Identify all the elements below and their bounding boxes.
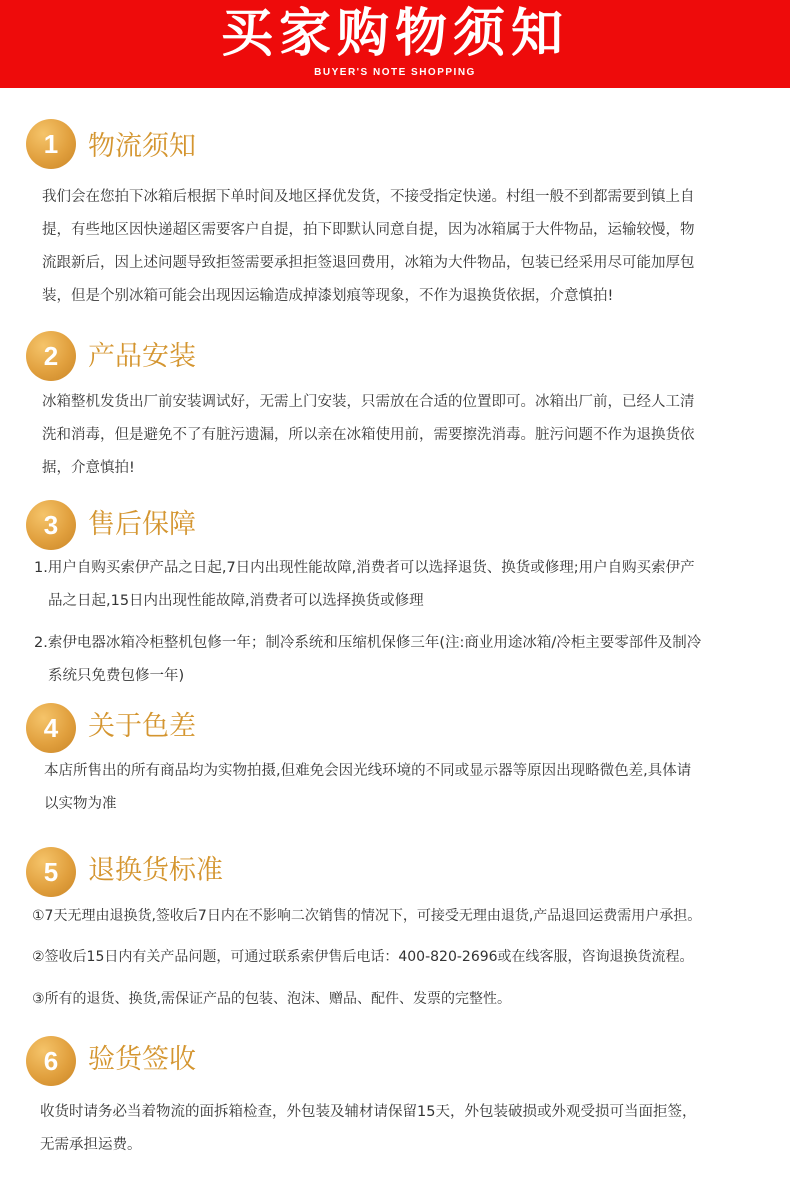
section-number-badge: 5: [26, 847, 76, 897]
section-number-badge: 3: [26, 500, 76, 550]
section-number-badge: 2: [26, 331, 76, 381]
paragraph-line: 本店所售出的所有商品均为实物拍摄,但难免会因光线环境的不同或显示器等原因出现略微色差,具体请: [44, 763, 692, 779]
section-title-color-difference: 关于色差: [88, 711, 196, 742]
paragraph-line: 冰箱整机发货出厂前安装调试好，无需上门安装，只需放在合适的位置即可。冰箱出厂前，已经人工清: [42, 394, 695, 410]
list-item-line: 品之日起,15日内出现性能故障,消费者可以选择换货或修理: [48, 593, 424, 609]
list-item-line: 系统只免费包修一年): [48, 668, 185, 684]
paragraph-line: 提，有些地区因快递超区需要客户自提，拍下即默认同意自提，因为冰箱属于大件物品，运输较慢，物: [42, 222, 695, 238]
paragraph-line: 洗和消毒，但是避免不了有脏污遗漏，所以亲在冰箱使用前，需要擦洗消毒。脏污问题不作为退换货依: [42, 427, 695, 443]
section-title-return-policy: 退换货标准: [88, 855, 223, 886]
paragraph-line: 装，但是个别冰箱可能会出现因运输造成掉漆划痕等现象，不作为退换货依据，介意慎拍!: [42, 288, 614, 304]
section-number-badge: 6: [26, 1036, 76, 1086]
list-item-line: 2.索伊电器冰箱冷柜整机包修一年；制冷系统和压缩机保修三年(注:商业用途冰箱/冷柜主要零部件及制冷: [34, 635, 702, 651]
list-item: ①7天无理由退换货,签收后7日内在不影响二次销售的情况下，可接受无理由退货,产品退回运费需用户承担。: [32, 908, 702, 924]
paragraph-line: 我们会在您拍下冰箱后根据下单时间及地区择优发货，不接受指定快递。村组一般不到都需要到镇上自: [42, 189, 695, 205]
paragraph-line: 以实物为准: [44, 796, 117, 812]
list-item: ③所有的退货、换货,需保证产品的包装、泡沫、赠品、配件、发票的完整性。: [32, 991, 511, 1007]
page-header: [0, 0, 790, 88]
section-number-badge: 4: [26, 703, 76, 753]
list-item: ②签收后15日内有关产品问题，可通过联系索伊售后电话：400-820-2696或在线客服，咨询退换货流程。: [32, 949, 694, 965]
page-title: 买家购物须知: [220, 4, 569, 64]
list-item-line: 1.用户自购买索伊产品之日起,7日内出现性能故障,消费者可以选择退货、换货或修理;用户自购买索伊产: [34, 560, 695, 576]
paragraph-line: 无需承担运费。: [40, 1137, 142, 1153]
paragraph-line: 收货时请务必当着物流的面拆箱检查，外包装及辅材请保留15天，外包装破损或外观受损可当面拒签，: [40, 1104, 697, 1120]
page-subtitle: BUYER'S NOTE SHOPPING: [314, 67, 476, 78]
section-title-after-sales: 售后保障: [88, 509, 196, 540]
paragraph-line: 流跟新后，因上述问题导致拒签需要承担拒签退回费用，冰箱为大件物品，包装已经采用尽可能加厚包: [42, 255, 695, 271]
section-title-logistics: 物流须知: [88, 131, 196, 162]
section-number-badge: 1: [26, 119, 76, 169]
section-title-installation: 产品安装: [88, 341, 196, 372]
paragraph-line: 据，介意慎拍!: [42, 460, 135, 476]
section-title-inspection: 验货签收: [88, 1044, 196, 1075]
